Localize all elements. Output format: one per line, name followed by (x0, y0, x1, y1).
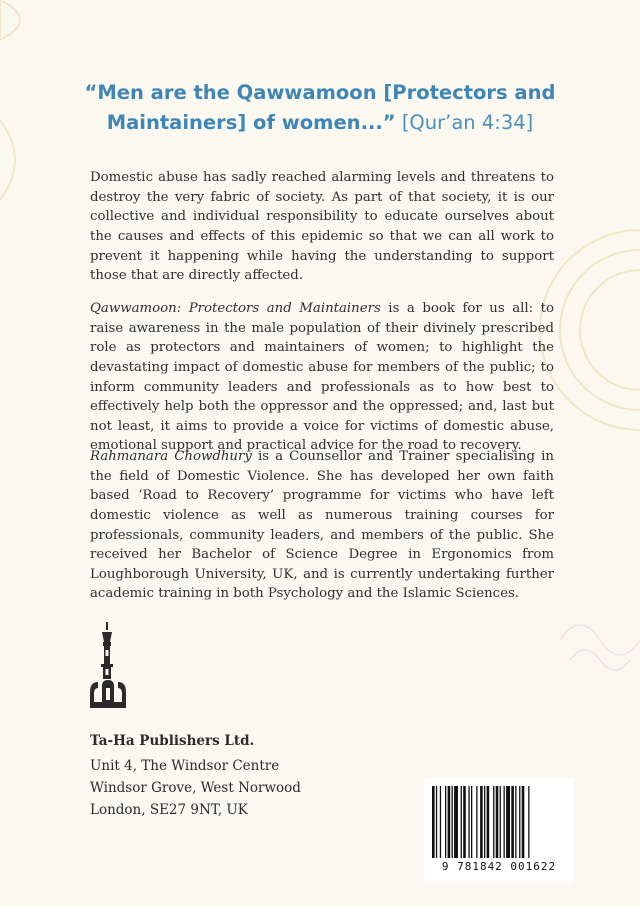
book-title: Qawwamoon: Protectors and Maintainers (90, 301, 381, 317)
isbn-barcode (424, 778, 574, 882)
publisher-name: Ta-Ha Publishers Ltd. (90, 733, 255, 749)
book-description-paragraph (90, 299, 554, 456)
quote-line-1: “Men are the Qawwamoon [Protectors and (84, 81, 556, 104)
author-bio-paragraph (90, 447, 554, 604)
author-name: Rahmanara Chowdhury (90, 449, 252, 465)
barcode-digits: 9 781842 001622 (441, 860, 557, 873)
quote-line-2: Maintainers] of women...” (106, 111, 396, 134)
cover-quote (60, 78, 580, 138)
address-line-2: Windsor Grove, West Norwood (90, 780, 301, 796)
barcode-bars-icon (432, 786, 566, 858)
quote-reference: [Qur’an 4:34] (401, 111, 534, 134)
publisher-logo-icon (88, 622, 128, 710)
address-line-3: London, SE27 9NT, UK (90, 802, 248, 818)
intro-paragraph: Domestic abuse has sadly reached alarming levels and threatens to destroy the very fabric of society. As part of that society, it is our collective and individual responsibility to educate ourselves about the causes and effects of this epidemic so that we can all work to prevent it happening while having the understanding to support those that are directly affected. (90, 170, 554, 284)
book-description-text: is a book for us all: to raise awareness in the male population of their divinely prescribed role as protectors and maintainers of women; to highlight the devastating impact of domestic abuse for members of the public; to inform community leaders and professionals as to how best to effectively help both the oppressor and the oppressed; and, last but not least, it aims to provide a voice for victims of domestic abuse, emotional support and practical advice for the road to recovery. (90, 301, 555, 454)
address-line-1: Unit 4, The Windsor Centre (90, 758, 280, 774)
author-bio-text: is a Counsellor and Trainer specialising in the field of Domestic Violence. She has developed her own faith based ‘Road to Recovery’ programme for victims who have left domestic violence as well as numerous training courses for professionals, community leaders, and members of the public. She received her Bachelor of Science Degree in Ergonomics from Loughborough University, UK, and is currently undertaking further academic training in both Psychology and the Islamic Sciences. (90, 449, 554, 602)
publisher-address (90, 730, 301, 821)
